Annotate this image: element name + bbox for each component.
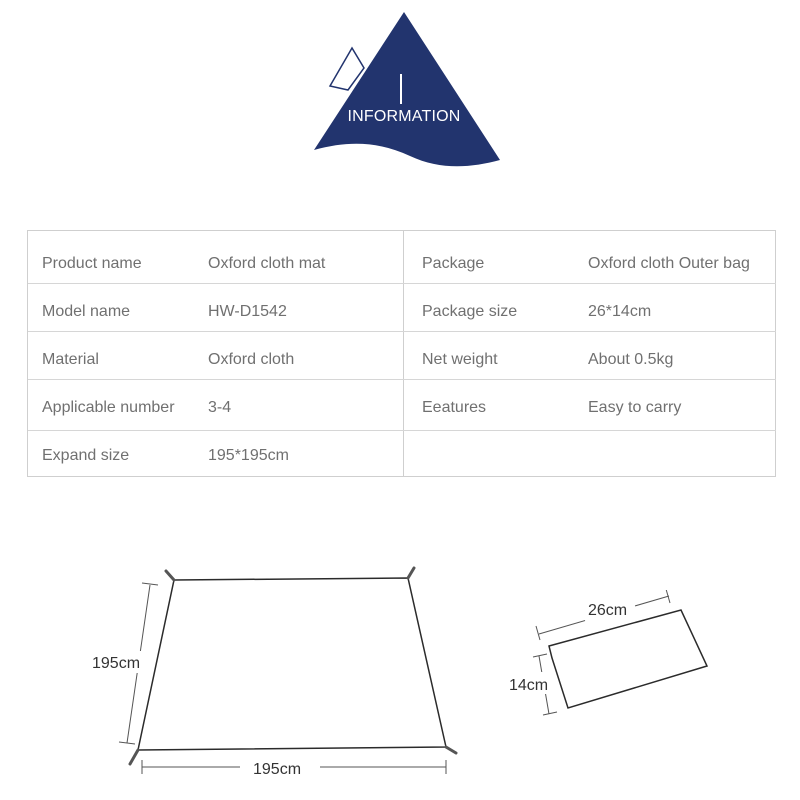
spec-value: 26*14cm	[588, 303, 652, 320]
information-triangle-graphic	[300, 0, 520, 180]
table-row	[403, 332, 776, 380]
table-row	[28, 231, 403, 284]
spec-table	[27, 230, 776, 477]
spec-value: HW-D1542	[208, 303, 287, 320]
bag-dimension-diagram	[505, 590, 715, 720]
corner-loop-icon	[130, 750, 138, 764]
table-row	[403, 380, 776, 431]
corner-loop-icon	[446, 747, 456, 753]
table-row	[28, 380, 403, 431]
spec-value: Easy to carry	[588, 399, 682, 416]
bag-outline	[549, 610, 707, 708]
corner-loop-icon	[408, 568, 414, 578]
spec-value: 195*195cm	[208, 447, 289, 464]
table-row	[403, 284, 776, 332]
spec-label: Package size	[422, 303, 518, 320]
spec-label: Expand size	[42, 447, 130, 464]
corner-loop-icon	[166, 571, 174, 580]
table-row	[403, 431, 776, 477]
spec-label: Package	[422, 255, 485, 272]
width-dimension-tick	[536, 626, 540, 640]
table-row	[403, 231, 776, 284]
spec-table-left-column	[28, 231, 404, 476]
spec-value: Oxford cloth mat	[208, 255, 326, 272]
height-dimension-tick	[533, 654, 547, 657]
spec-value: About 0.5kg	[588, 351, 674, 368]
height-dimension-tick	[142, 583, 158, 585]
spec-label: Eeatures	[422, 399, 487, 416]
height-dimension-tick	[543, 712, 557, 715]
mat-height-label: 195cm	[92, 655, 141, 672]
spec-value: Oxford cloth Outer bag	[588, 255, 750, 272]
spec-label: Material	[42, 351, 99, 368]
bag-height-label: 14cm	[509, 677, 549, 694]
bag-width-label: 26cm	[588, 602, 628, 619]
spec-label: Net weight	[422, 351, 498, 368]
table-row	[28, 284, 403, 332]
spec-label: Product name	[42, 255, 142, 272]
spec-value: Oxford cloth	[208, 351, 295, 368]
spec-label: Model name	[42, 303, 131, 320]
page-title: INFORMATION	[347, 108, 461, 125]
table-row	[28, 332, 403, 380]
mat-dimension-diagram	[90, 555, 470, 790]
mat-outline	[138, 578, 446, 750]
table-row	[28, 431, 403, 477]
spec-label: Applicable number	[42, 399, 175, 416]
mat-width-label: 195cm	[253, 761, 302, 778]
spec-value: 3-4	[208, 399, 232, 416]
spec-table-right-column	[403, 231, 776, 476]
